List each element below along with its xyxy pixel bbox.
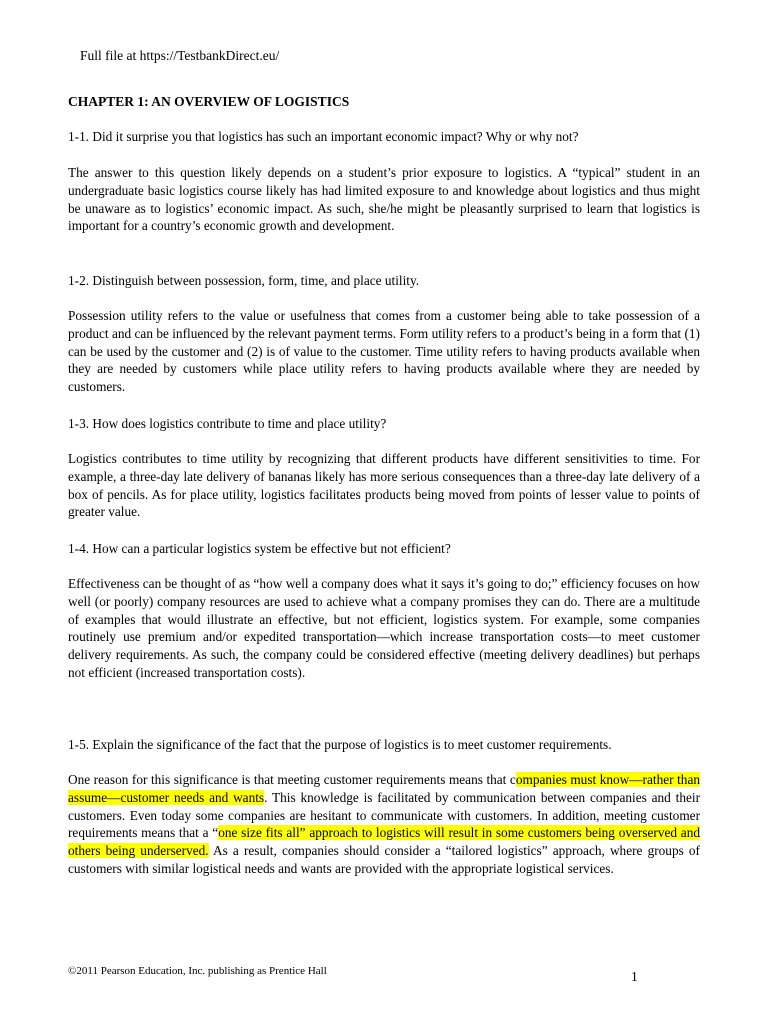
- highlighted-text: ompanies must know—rather than assume—customer needs and wants: [68, 772, 700, 805]
- question-block-5: [68, 736, 700, 754]
- answer-block-3: [68, 450, 700, 521]
- answer-text: Effectiveness can be thought of as “how well a company does what it says it’s going to do;” efficiency focuses on how well (or poorly) company resources are used to achieve what a company promises they can do. There are a multitude of examples that would illustrate an effective, but not efficient, logistics system. For example, some companies routinely use premium and/or expedited transportation—which increase transportation costs—to meet customer delivery requirements. As such, the company could be considered effective (meeting delivery deadlines) but perhaps not efficient (increased transportation costs).: [68, 576, 700, 680]
- question-text: 1-3. How does logistics contribute to time and place utility?: [68, 416, 387, 431]
- answer-text: Possession utility refers to the value or usefulness that comes from a customer being able to take possession of a product and can be influenced by the relevant payment terms. Form utility refers to a product’s being in a form that (1) can be used by the customer and (2) is of value to the customer. Time utility refers to having products available when they are needed by customers while place utility refers to having products available where they are needed by customers.: [68, 308, 700, 395]
- question-text: 1-1. Did it surprise you that logistics has such an important economic impact? Why or why not?: [68, 129, 579, 144]
- question-block-1: [68, 128, 700, 146]
- answer-text-part: . This knowledge is facilitated by communication between companies and their customers. Even today some companies are hesitant to communicate with customers. In addition, meeting customer requirements means that a “: [68, 789, 701, 841]
- answer-text: The answer to this question likely depends on a student’s prior exposure to logistics. A “typical” student in an undergraduate basic logistics course likely has had limited exposure to and knowledge about logistics and thus might be unaware as to logistics’ economic impact. As such, she/he might be pleasantly surprised to learn that logistics is important for a country’s economic growth and development.: [68, 165, 700, 234]
- question-block-4: [68, 540, 700, 558]
- question-block-3: [68, 415, 700, 433]
- page-number: 1: [631, 969, 638, 984]
- answer-text: Logistics contributes to time utility by recognizing that different products have different sensitivities to time. For example, a three-day late delivery of bananas likely has more serious consequences than a three-day late delivery of a box of pencils. As for place utility, logistics facilitates products being moved from points of lesser value to points of greater value.: [68, 451, 700, 520]
- question-block-2: [68, 272, 700, 290]
- answer-block-5: [68, 771, 700, 878]
- question-text: 1-2. Distinguish between possession, form, time, and place utility.: [68, 273, 420, 288]
- highlighted-text: one size fits all” approach to logistics will result in some customers being overserved and others being underserved.: [68, 825, 700, 859]
- chapter-title: CHAPTER 1: AN OVERVIEW OF LOGISTICS: [68, 94, 350, 109]
- copyright-footer: ©2011 Pearson Education, Inc. publishing as Prentice Hall: [68, 965, 327, 977]
- question-text: 1-5. Explain the significance of the fact that the purpose of logistics is to meet customer requirements.: [68, 737, 612, 752]
- page-header: Full file at https://TestbankDirect.eu/: [80, 48, 280, 63]
- answer-block-1: [68, 164, 700, 235]
- answer-text-part: One reason for this significance is that meeting customer requirements means that c: [68, 772, 516, 787]
- answer-text: [68, 771, 700, 878]
- answer-block-4: [68, 575, 700, 682]
- question-text: 1-4. How can a particular logistics system be effective but not efficient?: [68, 541, 451, 556]
- answer-block-2: [68, 307, 700, 396]
- answer-text-part: As a result, companies should consider a “tailored logistics” approach, where groups of customers with similar logistical needs and wants are provided with the appropriate logistical services.: [68, 843, 700, 876]
